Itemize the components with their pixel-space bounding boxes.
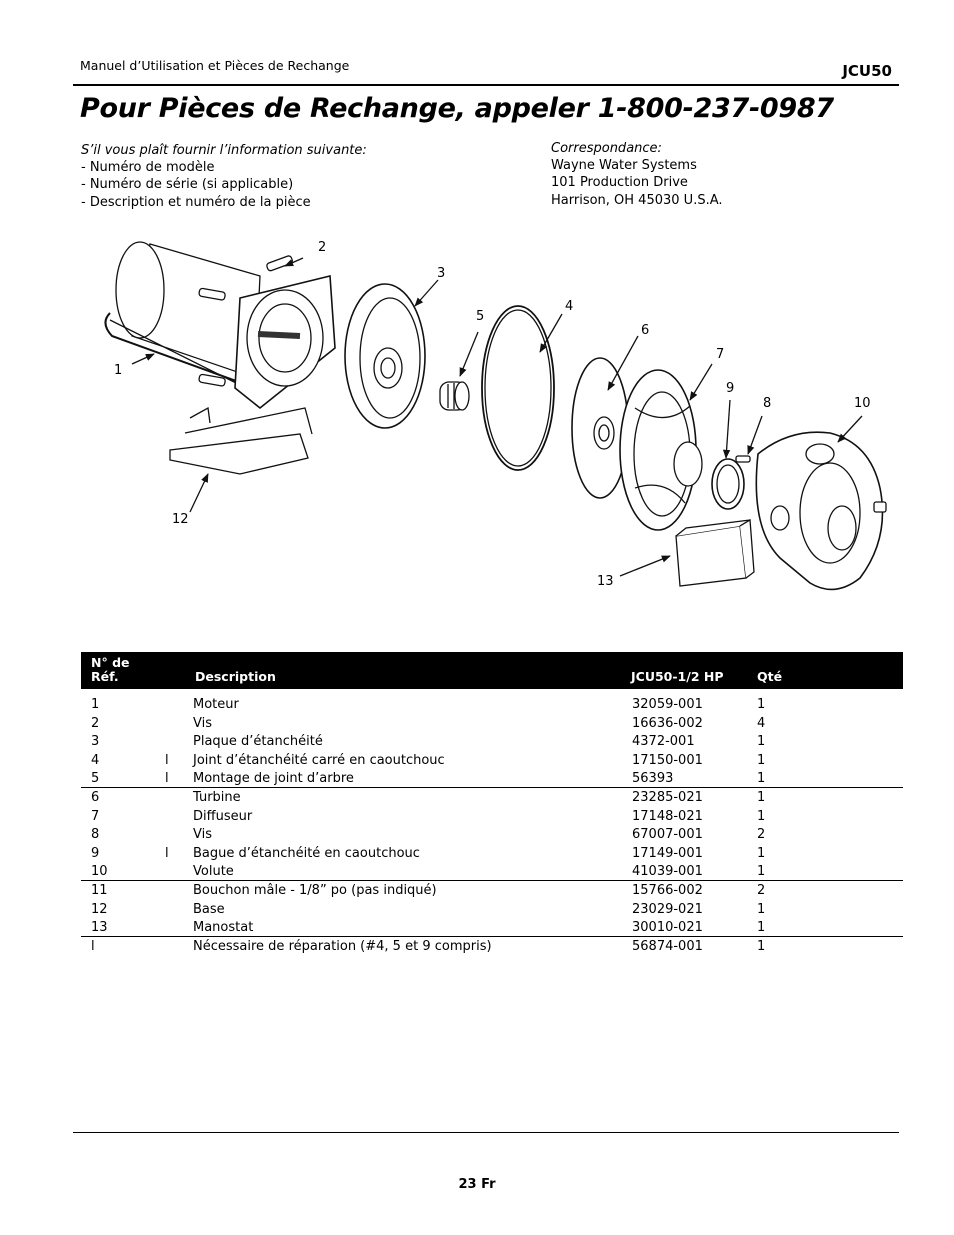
- ref-cell: 10: [91, 864, 108, 880]
- description-cell: Joint d’étanchéité carré en caoutchouc: [193, 752, 445, 768]
- table-row: [81, 751, 903, 770]
- address-line: 101 Production Drive: [551, 175, 688, 191]
- part-number-cell: 56393: [632, 771, 674, 787]
- quantity-cell: 1: [757, 789, 766, 805]
- callout-4: 4: [565, 299, 574, 314]
- ref-cell: 1: [91, 697, 100, 712]
- required-info-item: - Description et numéro de la pièce: [81, 194, 311, 210]
- correspondence-address: [551, 140, 723, 209]
- quantity-cell: 1: [757, 938, 766, 954]
- table-row: [81, 732, 903, 751]
- part-number-cell: 16636-002: [632, 715, 703, 731]
- kit-mark-cell: l: [165, 752, 169, 768]
- callout-1: 1: [114, 363, 123, 378]
- impeller-part: [572, 358, 628, 498]
- page-number: 23 Fr: [458, 1177, 496, 1192]
- quantity-cell: 1: [757, 734, 766, 750]
- quantity-cell: 1: [757, 845, 766, 861]
- callout-12: 12: [172, 512, 189, 527]
- motor-part: [105, 242, 335, 408]
- ref-cell: 4: [91, 752, 100, 768]
- callout-5: 5: [476, 309, 485, 324]
- quantity-cell: 1: [757, 771, 766, 787]
- callout-13: 13: [597, 574, 614, 589]
- page-title: Pour Pièces de Rechange, appeler 1-800-237-0987: [80, 93, 834, 124]
- table-row: [81, 862, 903, 881]
- kit-mark-cell: l: [165, 771, 169, 787]
- volute-part: [756, 432, 886, 589]
- quantity-cell: 2: [757, 882, 766, 898]
- part-number-cell: 41039-001: [632, 864, 703, 880]
- part-number-cell: 23285-021: [632, 789, 703, 805]
- table-row: [81, 881, 903, 900]
- quantity-cell: 1: [757, 901, 766, 917]
- description-cell: Turbine: [193, 789, 241, 805]
- ref-cell: 8: [91, 827, 100, 843]
- quantity-cell: 1: [757, 808, 766, 824]
- table-row: [81, 900, 903, 919]
- quantity-cell: 1: [757, 864, 766, 880]
- seal-plate-part: [345, 284, 425, 428]
- description-cell: Manostat: [193, 920, 254, 936]
- description-cell: Moteur: [193, 697, 239, 712]
- table-row: [81, 769, 903, 788]
- screw-part: [736, 456, 750, 462]
- callout-3: 3: [437, 266, 446, 281]
- description-cell: Plaque d’étanchéité: [193, 734, 323, 750]
- required-info-item: - Numéro de modèle: [81, 160, 215, 176]
- description-cell: Nécessaire de réparation (#4, 5 et 9 compris): [193, 938, 492, 954]
- ref-cell: 11: [91, 882, 108, 898]
- ref-cell: 6: [91, 789, 100, 805]
- correspondence-lead: Correspondance:: [551, 141, 662, 156]
- header-divider: [73, 84, 899, 86]
- ref-cell: l: [91, 938, 95, 954]
- table-row: [81, 695, 903, 714]
- callout-8: 8: [763, 396, 772, 411]
- part-number-cell: 56874-001: [632, 938, 703, 954]
- table-header: [81, 652, 903, 689]
- required-info: [81, 142, 367, 211]
- part-number-cell: 15766-002: [632, 882, 703, 898]
- callout-6: 6: [641, 323, 650, 338]
- quantity-cell: 1: [757, 752, 766, 768]
- diffuser-part: [620, 370, 702, 530]
- table-row: [81, 807, 903, 826]
- pump-exploded-view-illustration: [90, 228, 910, 608]
- part-number-cell: 17149-001: [632, 845, 703, 861]
- table-row: [81, 825, 903, 844]
- table-row: [81, 844, 903, 863]
- header-quantity: Qté: [757, 669, 783, 684]
- parts-list-table: [81, 652, 903, 955]
- ref-cell: 9: [91, 845, 100, 861]
- address-line: Harrison, OH 45030 U.S.A.: [551, 192, 723, 208]
- table-row: [81, 937, 903, 956]
- quantity-cell: 2: [757, 827, 766, 843]
- ref-cell: 12: [91, 901, 108, 917]
- address-line: Wayne Water Systems: [551, 158, 697, 174]
- table-row: [81, 714, 903, 733]
- kit-mark-cell: l: [165, 845, 169, 861]
- part-number-cell: 4372-001: [632, 734, 695, 750]
- square-ring-part: [482, 306, 554, 470]
- o-ring-part: [712, 459, 744, 509]
- header-part-number: JCU50-1/2 HP: [631, 669, 724, 684]
- part-number-cell: 67007-001: [632, 827, 703, 843]
- header-ref-line2: Réf.: [91, 669, 119, 684]
- description-cell: Diffuseur: [193, 808, 253, 824]
- description-cell: Base: [193, 901, 225, 917]
- callout-7: 7: [716, 347, 725, 362]
- ref-cell: 2: [91, 715, 100, 731]
- description-cell: Vis: [193, 827, 212, 843]
- description-cell: Bague d’étanchéité en caoutchouc: [193, 845, 420, 861]
- quantity-cell: 1: [757, 697, 766, 712]
- description-cell: Volute: [193, 864, 234, 880]
- exploded-parts-diagram: [90, 228, 910, 608]
- part-number-cell: 32059-001: [632, 697, 703, 712]
- callout-2: 2: [318, 240, 327, 255]
- description-cell: Montage de joint d’arbre: [193, 771, 354, 787]
- required-info-item: - Numéro de série (si applicable): [81, 177, 294, 193]
- description-cell: Bouchon mâle - 1/8” po (pas indiqué): [193, 882, 437, 898]
- manual-title: Manuel d’Utilisation et Pièces de Rechange: [80, 58, 350, 73]
- part-number-cell: 30010-021: [632, 920, 703, 936]
- ref-cell: 7: [91, 808, 100, 824]
- ref-cell: 5: [91, 771, 100, 787]
- description-cell: Vis: [193, 715, 212, 731]
- header-description: Description: [195, 669, 276, 684]
- part-number-cell: 17150-001: [632, 752, 703, 768]
- base-part: [170, 408, 312, 474]
- pressure-switch-part: [676, 520, 754, 586]
- table-body: [81, 695, 903, 955]
- model-number: JCU50: [842, 62, 892, 80]
- ref-cell: 3: [91, 734, 100, 750]
- part-number-cell: 23029-021: [632, 901, 703, 917]
- quantity-cell: 4: [757, 715, 766, 731]
- table-row: [81, 788, 903, 807]
- callout-10: 10: [854, 396, 871, 411]
- table-row: [81, 918, 903, 937]
- required-info-lead: S’il vous plaît fournir l’information suivante:: [81, 143, 367, 158]
- quantity-cell: 1: [757, 920, 766, 936]
- part-number-cell: 17148-021: [632, 808, 703, 824]
- header-ref-line1: N° de: [91, 655, 130, 670]
- footer-divider: [73, 1132, 899, 1133]
- ref-cell: 13: [91, 920, 108, 936]
- shaft-seal-part: [440, 382, 469, 410]
- callout-9: 9: [726, 381, 735, 396]
